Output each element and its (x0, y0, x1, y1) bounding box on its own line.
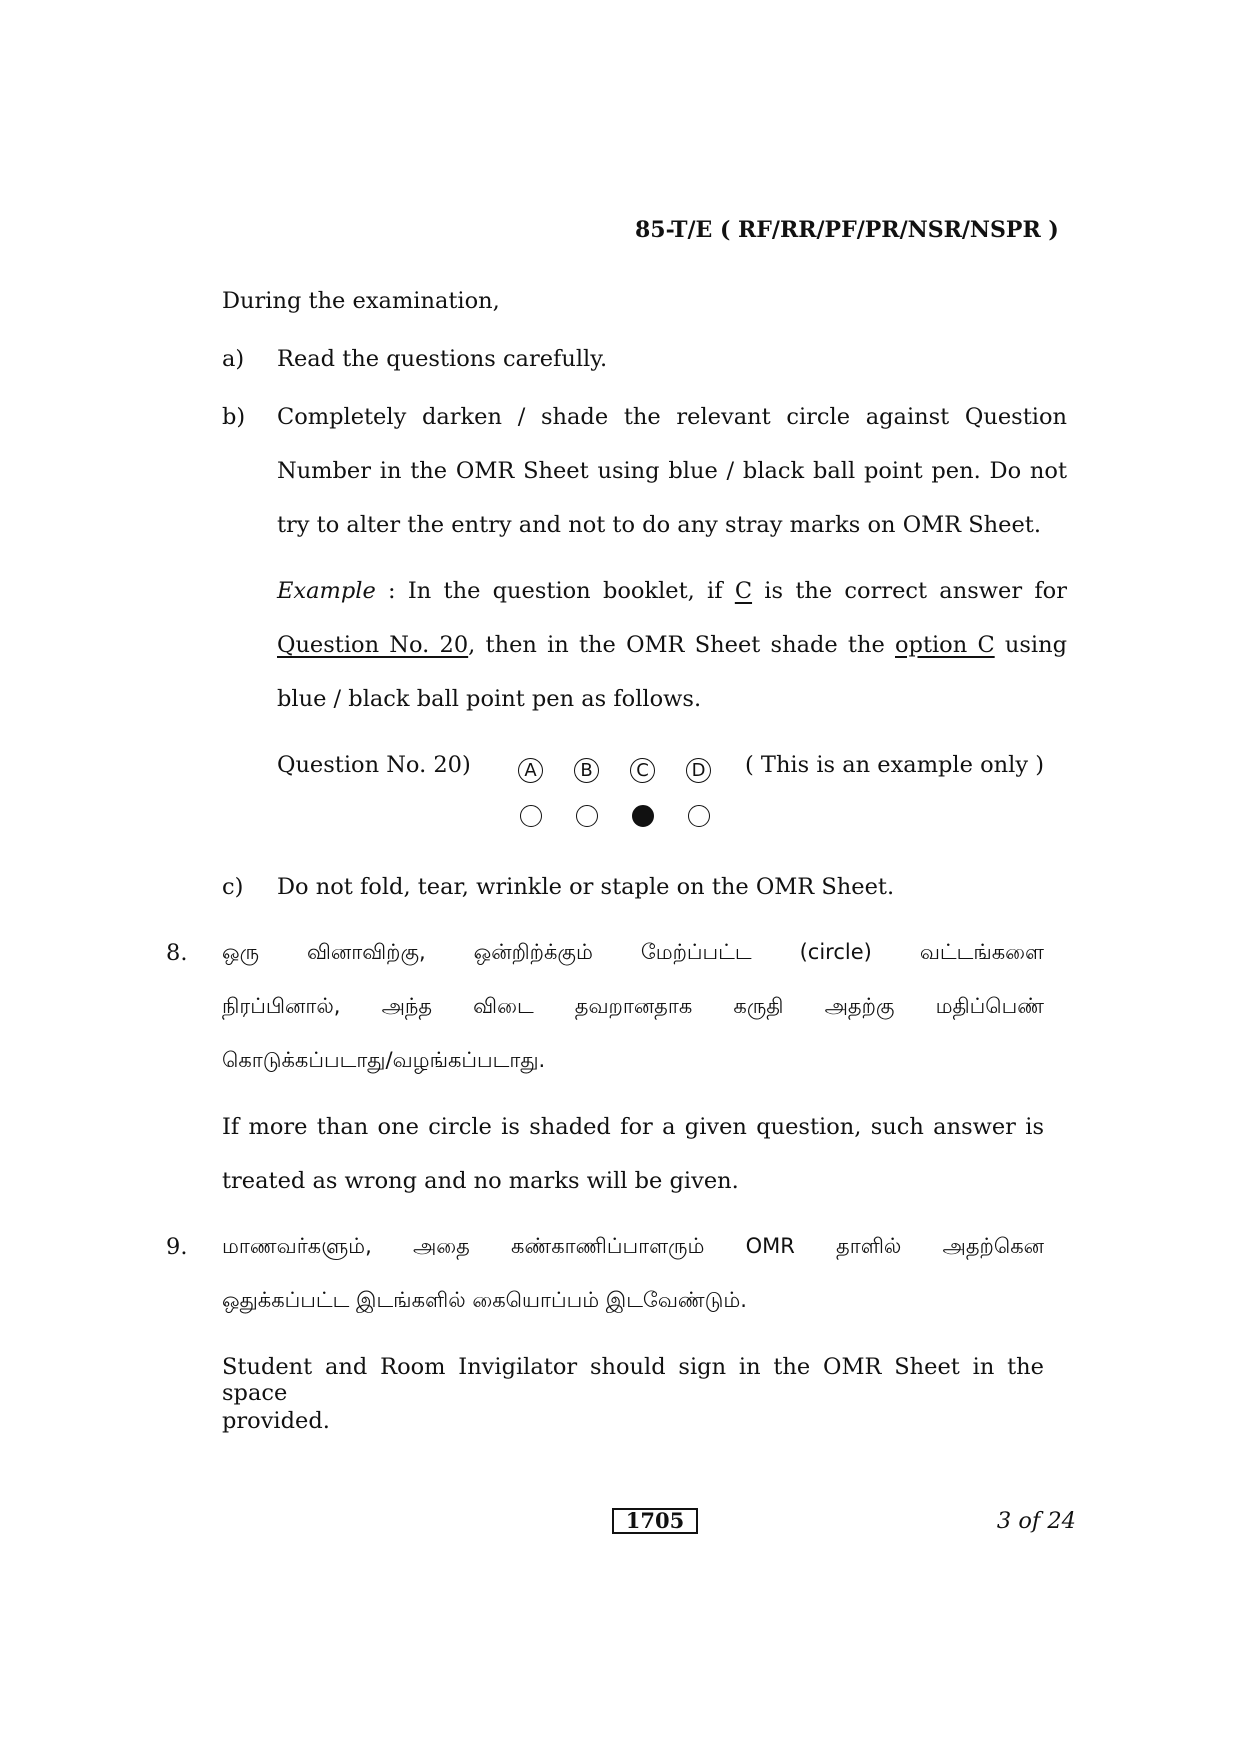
omr-letter-d: D (686, 758, 711, 783)
example-question-ref: Question No. 20 (277, 632, 469, 658)
example-line-2: Question No. 20, then in the OMR Sheet shade the option C using (277, 632, 1068, 658)
omr-letter-a: A (518, 758, 543, 783)
page-header-code: 85-T/E ( RF/RR/PF/PR/NSR/NSPR ) (635, 217, 1059, 243)
q8-tamil-line-2: நிரப்பினால், அந்த விடை தவறானதாக கருதி அதற்கு மதிப்பெண் (222, 994, 1044, 1018)
q8-tamil-line-1: ஒரு வினாவிற்கு, ஒன்றிற்க்கும் மேற்ப்பட்ட (circle) வட்டங்களை (222, 940, 1044, 964)
omr-bubble-b (576, 805, 598, 827)
item-a-label: a) (222, 346, 245, 372)
item-b-line-1: Completely darken / shade the relevant circle against Question (277, 404, 1067, 430)
item-a-text: Read the questions carefully. (277, 346, 608, 372)
q9-tamil-line-2: ஒதுக்கப்பட்ட இடங்களில் கையொப்பம் இடவேண்டும். (222, 1288, 747, 1312)
q8-tamil-line-3: கொடுக்கப்படாது/வழங்கப்படாது. (222, 1048, 546, 1072)
footer-code-box: 1705 (612, 1508, 698, 1534)
example-option-ref: option C (895, 632, 995, 658)
example-line-3: blue / black ball point pen as follows. (277, 686, 702, 712)
q8-english-line-2: treated as wrong and no marks will be given. (222, 1168, 739, 1194)
item-b-line-2: Number in the OMR Sheet using blue / black ball point pen. Do not (277, 458, 1067, 484)
omr-example-note: ( This is an example only ) (745, 752, 1044, 778)
example-label: Example (277, 578, 376, 604)
item-c-label: c) (222, 874, 244, 900)
omr-letter-c: C (630, 758, 655, 783)
q8-english-line-1: If more than one circle is shaded for a given question, such answer is (222, 1114, 1044, 1140)
example-answer-letter: C (734, 578, 753, 604)
q9-number: 9. (166, 1234, 188, 1260)
example-line-1: Example : In the question booklet, if C is the correct answer for (277, 578, 1067, 604)
intro-text: During the examination, (222, 288, 500, 314)
q8-number: 8. (166, 940, 188, 966)
omr-bubble-c (632, 805, 654, 827)
omr-bubble-d (688, 805, 710, 827)
q9-tamil-line-1: மாணவர்களும், அதை கண்காணிப்பாளரும் OMR தாளில் அதற்கென (222, 1234, 1044, 1258)
item-c-text: Do not fold, tear, wrinkle or staple on the OMR Sheet. (277, 874, 895, 900)
q9-english-line-2: provided. (222, 1408, 330, 1434)
item-b-line-3: try to alter the entry and not to do any stray marks on OMR Sheet. (277, 512, 1042, 538)
omr-letter-b: B (574, 758, 599, 783)
footer-page-number: 3 of 24 (996, 1508, 1076, 1534)
item-b-label: b) (222, 404, 246, 430)
omr-bubble-a (520, 805, 542, 827)
omr-question-label: Question No. 20) (277, 752, 471, 778)
q9-english-line-1: Student and Room Invigilator should sign in the OMR Sheet in the space (222, 1354, 1044, 1406)
